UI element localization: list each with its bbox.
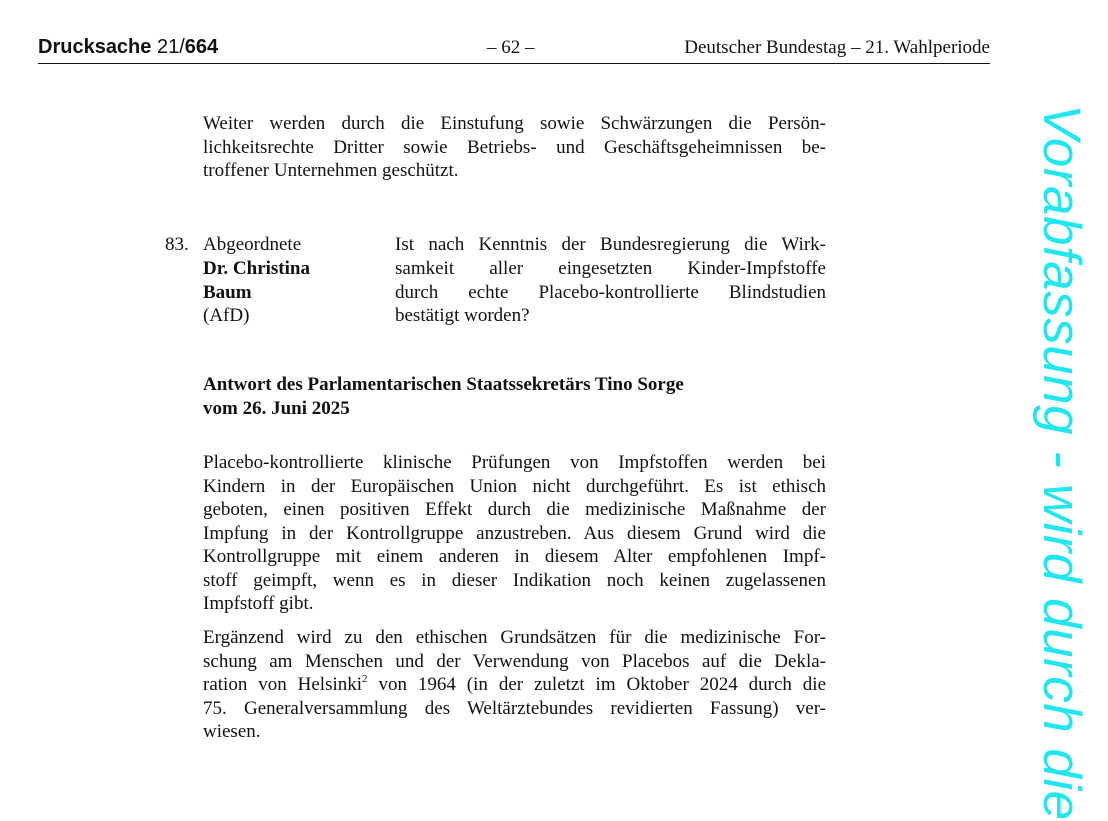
text-line: stoff geimpft, wenn es in dieser Indikation noch keinen zugelassenen (203, 570, 826, 591)
questioner-party: (AfD) (203, 305, 250, 326)
text-line: Impfung in der Kontrollgruppe anzustreben. Aus diesem Grund wird die (203, 523, 826, 544)
text-line: schung am Menschen und der Verwendung von Placebos auf die Dekla- (203, 651, 826, 672)
text-line: geboten, einen positiven Effekt durch die medizinische Maßnahme der (203, 499, 826, 520)
footnote-reference[interactable]: 2 (362, 672, 368, 685)
text-line: Impfstoff gibt. (203, 593, 314, 614)
header-divider (38, 63, 990, 64)
questioner-name-last: Baum (203, 282, 252, 303)
text-line: Kontrollgruppe mit einem anderen in diesem Alter empfohlenen Impf- (203, 546, 826, 567)
text-line: Weiter werden durch die Einstufung sowie Schwärzungen die Persön- (203, 113, 826, 134)
publisher-label: Deutscher Bundestag – 21. Wahlperiode (684, 37, 990, 58)
text-line (203, 673, 826, 697)
answer-heading: Antwort des Parlamentarischen Staatssekretärs Tino Sorge (203, 374, 684, 395)
questioner-name-first: Dr. Christina (203, 258, 310, 279)
question-number: 83. (165, 234, 189, 255)
text-line: lichkeitsrechte Dritter sowie Betriebs- und Geschäftsgeheimnissen be- (203, 137, 826, 158)
text-line: Ergänzend wird zu den ethischen Grundsätzen für die medizinische For- (203, 627, 826, 648)
text-segment: von 1964 (in der zuletzt im Oktober 2024 durch die (367, 674, 827, 695)
document-id: 664 (184, 36, 219, 58)
document-number (38, 34, 218, 60)
question-text-line: durch echte Placebo-kontrollierte Blindstudien (395, 282, 826, 303)
page-number: – 62 – (487, 37, 535, 58)
text-line: Placebo-kontrollierte klinische Prüfungen von Impfstoffen werden bei (203, 452, 826, 473)
questioner-role: Abgeordnete (203, 234, 302, 255)
text-line: troffener Unternehmen geschützt. (203, 160, 459, 181)
text-line: Kindern in der Europäischen Union nicht durchgeführt. Es ist ethisch (203, 476, 826, 497)
text-segment: ration von Helsinki (203, 674, 363, 695)
question-text-line: samkeit aller eingesetzten Kinder-Impfstoffe (395, 258, 826, 279)
answer-date: vom 26. Juni 2025 (203, 398, 350, 419)
question-text-line: Ist nach Kenntnis der Bundesregierung die Wirk- (395, 234, 826, 255)
text-line: wiesen. (203, 721, 261, 742)
question-text-line: bestätigt worden? (395, 305, 530, 326)
document-period: 21/ (156, 36, 185, 58)
document-label: Drucksache (38, 36, 152, 58)
text-line: 75. Generalversammlung des Weltärztebundes revidierten Fassung) ver- (203, 698, 826, 719)
draft-watermark: Vorabfassung - wird durch die (1032, 104, 1091, 821)
